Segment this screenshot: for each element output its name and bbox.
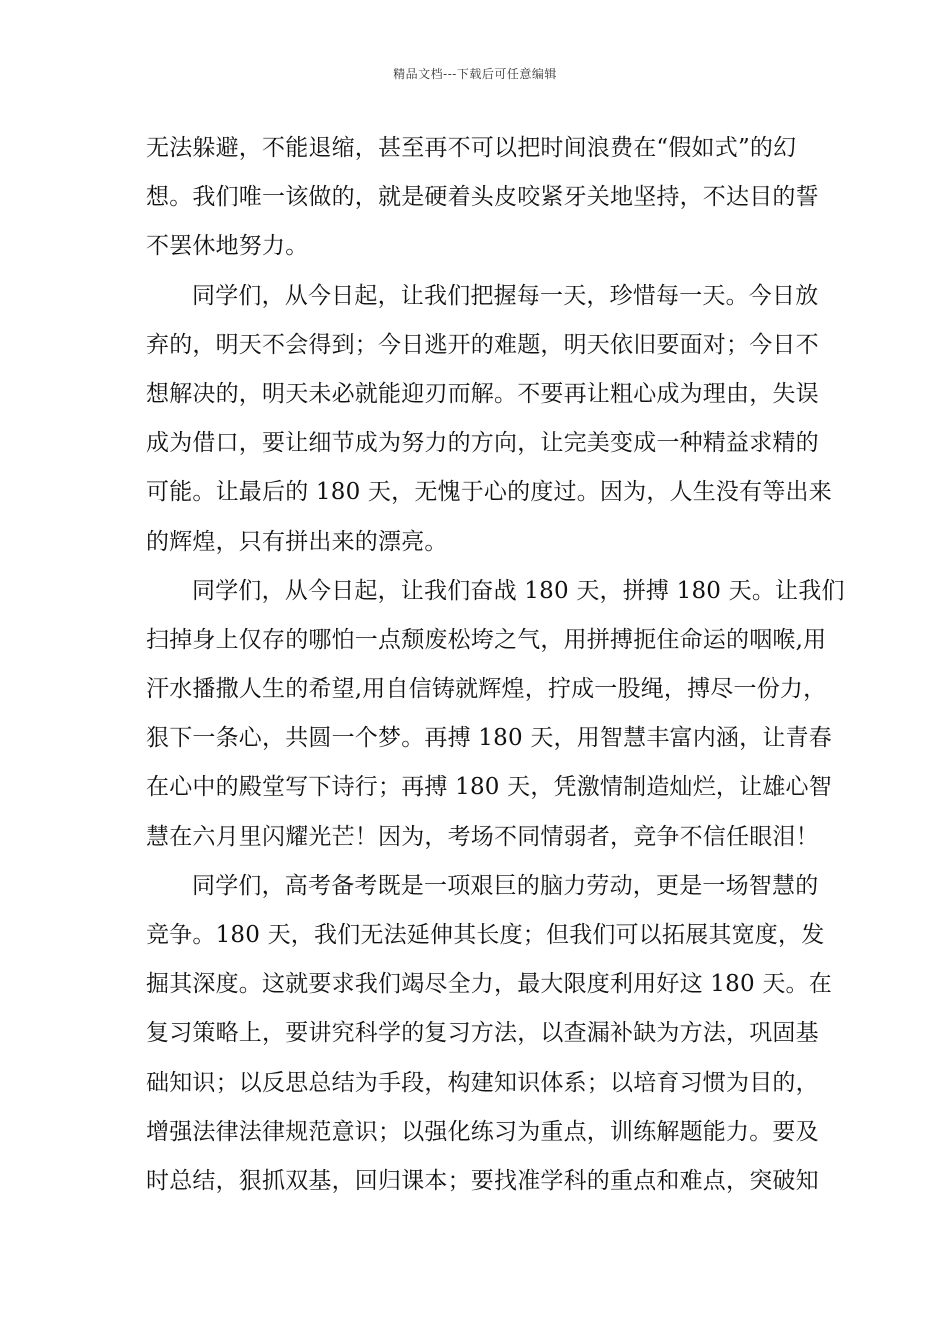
text-line: 同学们，从今日起，让我们把握每一天，珍惜每一天。今日放: [192, 282, 819, 309]
text-line: 成为借口，要让细节成为努力的方向，让完美变成一种精益求精的: [146, 430, 819, 457]
text-line: 慧在六月里闪耀光芒！因为，考场不同情弱者，竞争不信任眼泪！: [146, 823, 819, 850]
text-line: 汗水播撒人生的希望,用自信铸就辉煌，拧成一股绳，搏尽一份力，: [146, 676, 827, 703]
text-line: 扫掉身上仅存的哪怕一点颓废松垮之气，用拼搏扼住命运的咽喉,用: [146, 626, 827, 653]
text-line: 狠下一条心，共圆一个梦。再搏 180 天，用智慧丰富内涵，让青春: [146, 725, 832, 752]
text-line: 想。我们唯一该做的，就是硬着头皮咬紧牙关地坚持，不达目的誓: [146, 184, 819, 211]
text-line: 可能。让最后的 180 天，无愧于心的度过。因为，人生没有等出来: [146, 479, 832, 506]
page-header: 精品文档---下载后可任意编辑: [393, 67, 557, 81]
text-line: 想解决的，明天未必就能迎刃而解。不要再让粗心成为理由，失误: [146, 380, 819, 407]
text-line: 无法躲避，不能退缩，甚至再不可以把时间浪费在“假如式”的幻: [146, 135, 797, 161]
text-line: 复习策略上，要讲究科学的复习方法，以查漏补缺为方法，巩固基: [146, 1020, 819, 1047]
text-line: 弃的，明天不会得到；今日逃开的难题，明天依旧要面对；今日不: [146, 331, 819, 358]
text-line: 同学们，从今日起，让我们奋战 180 天，拼搏 180 天。让我们: [192, 577, 845, 604]
text-line: 竞争。180 天，我们无法延伸其长度；但我们可以拓展其宽度，发: [146, 922, 825, 948]
text-line: 础知识；以反思总结为手段，构建知识体系；以培育习惯为目的，: [146, 1069, 819, 1096]
text-line: 在心中的殿堂写下诗行；再搏 180 天，凭激情制造灿烂，让雄心智: [146, 774, 832, 801]
text-line: 同学们，高考备考既是一项艰巨的脑力劳动，更是一场智慧的: [192, 872, 819, 899]
text-line: 的辉煌，只有拼出来的漂亮。: [146, 528, 448, 555]
text-line: 增强法律法律规范意识；以强化练习为重点，训练解题能力。要及: [146, 1118, 819, 1145]
document-body: [146, 124, 845, 1206]
text-line: 掘其深度。这就要求我们竭尽全力，最大限度利用好这 180 天。在: [146, 971, 832, 998]
text-line: 不罢休地努力。: [146, 233, 309, 260]
text-line: 时总结，狠抓双基，回归课本；要找准学科的重点和难点，突破知: [146, 1167, 819, 1194]
